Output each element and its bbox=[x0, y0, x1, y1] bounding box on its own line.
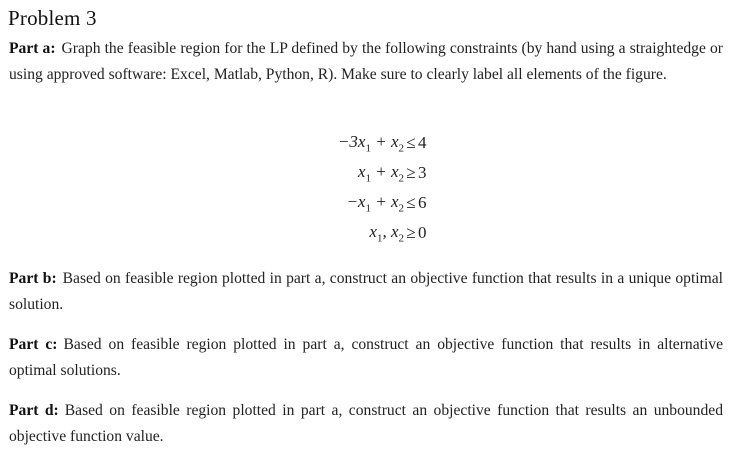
constraint-row bbox=[270, 188, 470, 218]
constraint-operator: ≤ bbox=[406, 133, 416, 152]
constraint-lhs: $x_1$, $x_2$ bbox=[369, 221, 404, 245]
part-c-label: Part c: bbox=[9, 336, 58, 353]
constraint-row bbox=[270, 128, 470, 158]
constraint-rhs: 4 bbox=[418, 133, 427, 152]
constraint-rhs: 3 bbox=[418, 163, 427, 182]
constraint-rhs: 6 bbox=[418, 193, 427, 212]
part-a-label: Part a: bbox=[9, 40, 56, 57]
constraint-lhs: $-x_1 + x_2$ bbox=[346, 191, 404, 215]
constraint-operator: ≤ bbox=[406, 193, 416, 212]
part-d-paragraph bbox=[9, 398, 723, 450]
part-b-paragraph bbox=[9, 266, 723, 318]
part-d-text: Based on feasible region plotted in part a, construct an objective function that results an unbounded objective function value. bbox=[9, 402, 723, 445]
constraint-row bbox=[270, 158, 470, 188]
part-c-text: Based on feasible region plotted in part a, construct an objective function that results in alternative optimal solutions. bbox=[9, 336, 723, 379]
constraint-system bbox=[270, 128, 470, 248]
constraint-operator: ≥ bbox=[406, 163, 416, 182]
part-d-label: Part d: bbox=[9, 402, 59, 419]
constraint-lhs: $-3x_1 + x_2$ bbox=[337, 131, 404, 155]
part-a-paragraph bbox=[9, 36, 723, 88]
part-a-text: Graph the feasible region for the LP defined by the following constraints (by hand using a straightedge or using approved software: Excel, Matlab, Python, R). Make sure to clearly label all elements of the figure. bbox=[9, 40, 723, 83]
part-b-label: Part b: bbox=[9, 270, 57, 287]
constraint-lhs: $x_1 + x_2$ bbox=[357, 161, 404, 185]
constraint-rhs: 0 bbox=[418, 223, 427, 242]
constraint-row bbox=[270, 218, 470, 248]
part-c-paragraph bbox=[9, 332, 723, 384]
problem-heading: Problem 3 bbox=[8, 6, 97, 30]
part-b-text: Based on feasible region plotted in part a, construct an objective function that results in a unique optimal solution. bbox=[9, 270, 724, 313]
constraint-operator: ≥ bbox=[406, 223, 416, 242]
